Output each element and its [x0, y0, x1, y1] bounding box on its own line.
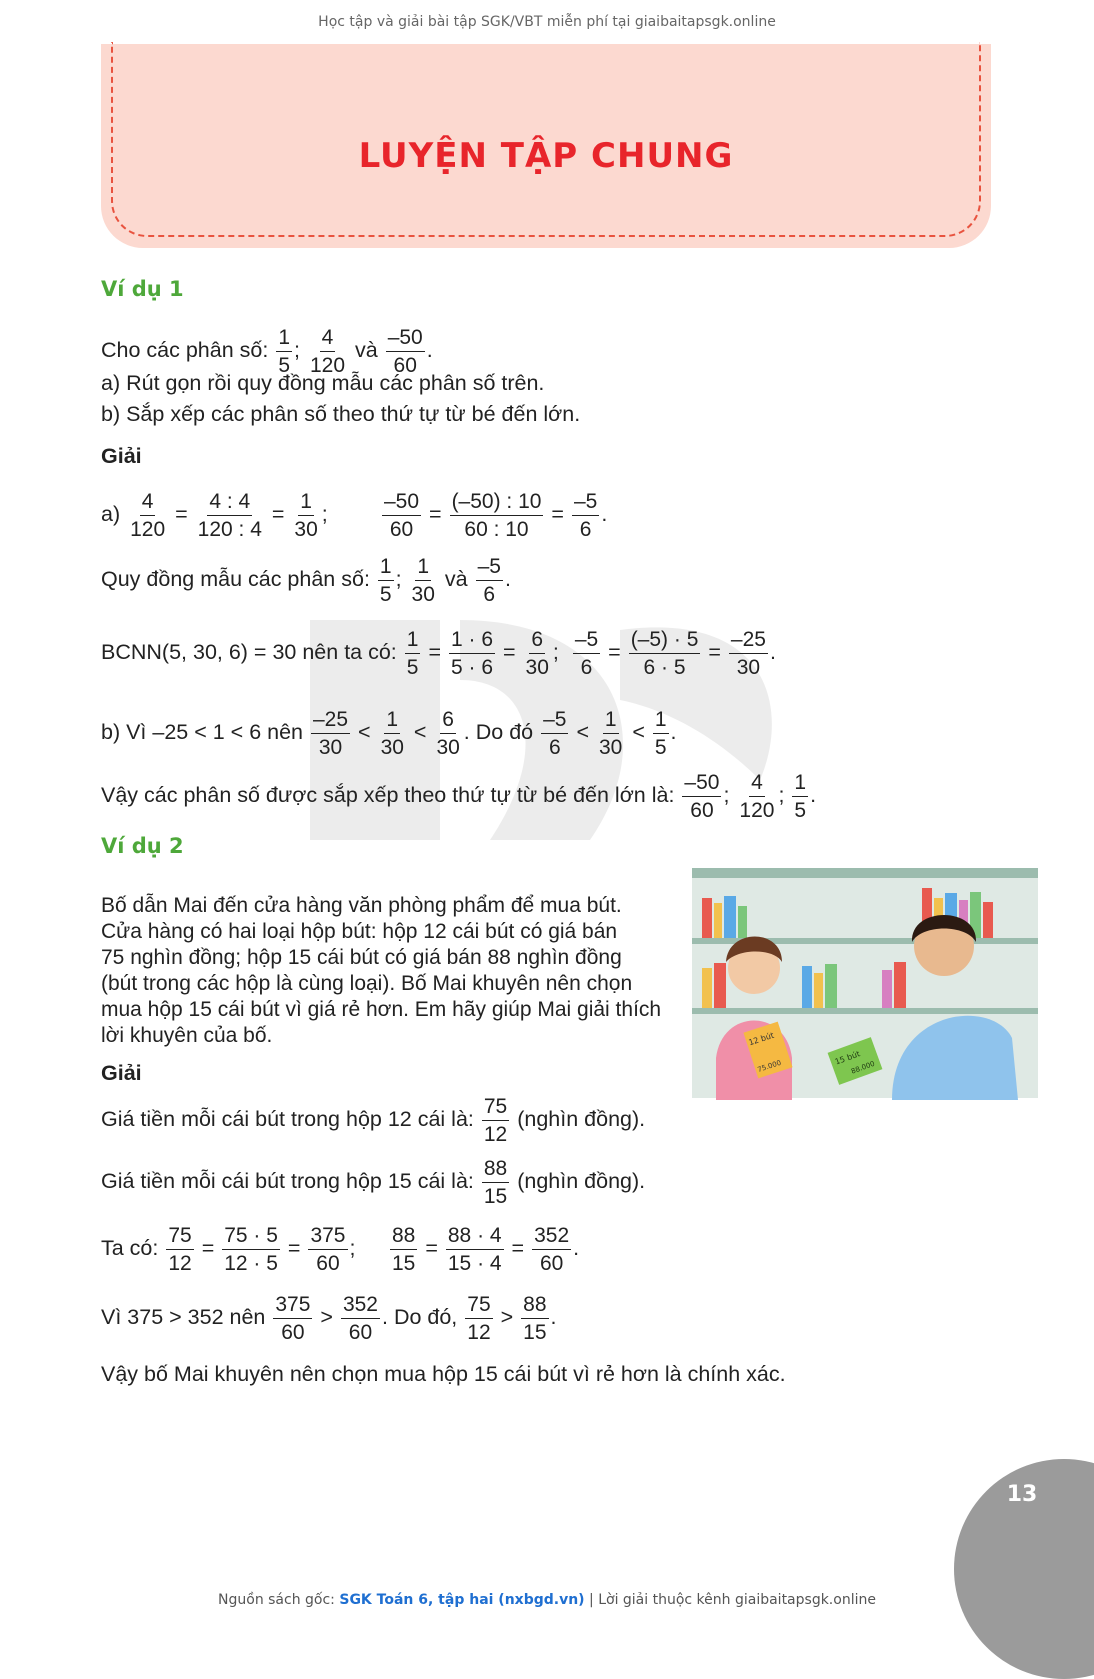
fraction: $\frac{-5}{6}$ — [543, 708, 567, 759]
price-15-text: Giá tiền mỗi cái bút trong hộp 15 cái là: — [101, 1169, 474, 1194]
unit-text: (nghìn đồng). — [517, 1107, 646, 1132]
box-12-label: 12 bút — [747, 1030, 776, 1048]
therefore-text: Do đó — [475, 720, 534, 745]
price-12-text: Giá tiền mỗi cái bút trong hộp 12 cái là: — [101, 1107, 474, 1132]
example1-heading: Ví dụ 1 — [101, 277, 184, 301]
fraction: $\frac{1}{5}$ — [794, 771, 807, 822]
page-header-note: Học tập và giải bài tập SGK/VBT miễn phí tại giaibaitapsgk.online — [318, 14, 776, 30]
example1-conclusion: Vậy các phân số được sắp xếp theo thứ tự từ bé đến lớn là: — [101, 783, 675, 808]
fraction: $\frac{-50}{60}$ — [384, 490, 420, 541]
ta-co-line: Ta có: $\frac{75}{12}$ = $\frac{75 \cdot 5}{12 \cdot 5}$ = $\frac{375}{60}$ ; — [101, 1224, 356, 1275]
therefore-text: Do đó, — [393, 1305, 458, 1330]
fraction: $\frac{1}{5}$ — [654, 708, 667, 759]
fraction: $\frac{6}{30}$ — [525, 628, 549, 679]
fraction: $\frac{75}{12}$ — [483, 1095, 508, 1146]
fraction: $\frac{88}{15}$ — [392, 1224, 416, 1275]
solution-a-line: a) $\frac{4}{120}$ = $\frac{4 : 4}{120 : 4}$ = $\frac{1}{30}$ ; — [101, 490, 328, 541]
fraction: $\frac{1}{30}$ — [411, 555, 435, 606]
box-12-price: 75.000 — [756, 1058, 783, 1074]
box-15-price: 88.000 — [850, 1059, 876, 1076]
part-a-label: a) — [101, 502, 121, 527]
ta-co-text: Ta có: — [101, 1236, 159, 1261]
fraction: $\frac{6}{30}$ — [436, 708, 460, 759]
fraction: $\frac{-50}{60}$ — [387, 326, 423, 377]
fraction: $\frac{75}{12}$ — [168, 1224, 192, 1275]
example2-problem — [101, 893, 666, 1049]
fraction: $\frac{88}{15}$ — [523, 1293, 547, 1344]
fraction: $\frac{4 : 4}{120 : 4}$ — [197, 490, 262, 541]
shop-illustration — [682, 858, 1038, 1100]
fraction: $\frac{75}{12}$ — [467, 1293, 491, 1344]
lcm-text: BCNN(5, 30, 6) = 30 nên ta có: — [101, 640, 397, 665]
price-15-line — [101, 1155, 645, 1210]
fraction: $\frac{-25}{30}$ — [730, 628, 766, 679]
price-12-line — [101, 1093, 645, 1148]
page-footer — [0, 1592, 1094, 1608]
compare-line: Vì 375 > 352 nên $\frac{375}{60}$ > $\frac{352}{60}$ . Do đó, $\frac{75}{12}$ > $\frac{88}{15}$ . — [101, 1293, 557, 1344]
fraction: $\frac{1}{5}$ — [406, 628, 419, 679]
fraction: $\frac{-25}{30}$ — [313, 708, 349, 759]
fraction: $\frac{375}{60}$ — [310, 1224, 346, 1275]
ta-co-line-2: $\frac{88}{15}$ = $\frac{88 \cdot 4}{15 \cdot 4}$ = $\frac{352}{60}$ . — [392, 1224, 580, 1275]
fraction: $\frac{1}{5}$ — [379, 555, 392, 606]
example1-intro: Cho các phân số: — [101, 338, 269, 363]
example1-intro-line: Cho các phân số: $\frac{1}{5}$ ; $\frac{4}{120}$ và $\frac{-50}{60}$ . — [101, 326, 433, 377]
fraction: $\frac{(-50) : 10}{60 : 10}$ — [451, 490, 542, 541]
unit-text: (nghìn đồng). — [517, 1169, 646, 1194]
problem-line: Cửa hàng có hai loại hộp bút: hộp 12 cái bút có giá bán — [101, 920, 618, 943]
fraction: $\frac{4}{120}$ — [130, 490, 166, 541]
solution-b-line: b) Vì –25 < 1 < 6 nên $\frac{-25}{30}$ < $\frac{1}{30}$ < $\frac{6}{30}$ . Do đó $\frac{-5}{6}$ < $\frac{1}{30}$ < $\frac{1}{5}$ . — [101, 708, 677, 759]
box-15-label: 15 bút — [833, 1049, 862, 1067]
solution-a-line-2: $\frac{-50}{60}$ = $\frac{(-50) : 10}{60 : 10}$ = $\frac{-5}{6}$ . — [384, 490, 608, 541]
lesson-title: LUYỆN TẬP CHUNG — [358, 136, 734, 176]
problem-line: Bố dẫn Mai đến cửa hàng văn phòng phẩm để mua bút. — [101, 894, 622, 917]
page-number: 13 — [1006, 1482, 1038, 1507]
common-denominator-line: Quy đồng mẫu các phân số: $\frac{1}{5}$ ; $\frac{1}{30}$ và $\frac{-5}{6}$ . — [101, 555, 511, 606]
fraction: $\frac{375}{60}$ — [275, 1293, 311, 1344]
compare-text: Vì 375 > 352 nên — [101, 1305, 266, 1330]
fraction: $\frac{-5}{6}$ — [573, 490, 598, 541]
lcm-line: BCNN(5, 30, 6) = 30 nên ta có: $\frac{1}{5}$ = $\frac{1 \cdot 6}{5 \cdot 6}$ = $\frac{6}{30}$ ; $\frac{-5}{6}$ = $\frac{(-5) \cdot 5}{6 \cdot 5}$ = $\frac{-25}{30}$ . — [101, 628, 776, 679]
and-word: và — [355, 338, 378, 363]
fraction: $\frac{1}{30}$ — [598, 708, 623, 759]
common-denom-text: Quy đồng mẫu các phân số: — [101, 567, 370, 592]
fraction: $\frac{75 \cdot 5}{12 \cdot 5}$ — [224, 1224, 278, 1275]
fraction: $\frac{1}{5}$ — [278, 326, 291, 377]
solution-label: Giải — [101, 444, 142, 468]
problem-line: mua hộp 15 cái bút vì giá rẻ hơn. Em hãy giúp Mai giải thích — [101, 998, 662, 1021]
problem-line: (bút trong các hộp là cùng loại). Bố Mai khuyên nên chọn — [101, 972, 633, 995]
fraction: $\frac{4}{120}$ — [309, 326, 346, 377]
fraction: $\frac{-50}{60}$ — [684, 771, 720, 822]
fraction: $\frac{352}{60}$ — [534, 1224, 570, 1275]
example1-part-b: b) Sắp xếp các phân số theo thứ tự từ bé đến lớn. — [101, 402, 581, 426]
example1-conclusion-line: Vậy các phân số được sắp xếp theo thứ tự từ bé đến lớn là: $\frac{-50}{60}$ ; $\frac{4}{120}$ ; $\frac{1}{5}$ . — [101, 771, 817, 822]
footer-prefix: Nguồn sách gốc: — [218, 1592, 335, 1608]
title-banner — [101, 44, 991, 248]
fraction: $\frac{-5}{6}$ — [574, 628, 599, 679]
fraction: $\frac{(-5) \cdot 5}{6 \cdot 5}$ — [630, 628, 699, 679]
problem-line: 75 nghìn đồng; hộp 15 cái bút có giá bán 88 nghìn đồng — [101, 946, 622, 969]
example1-part-a: a) Rút gọn rồi quy đồng mẫu các phân số trên. — [101, 371, 545, 395]
footer-source-link[interactable]: SGK Toán 6, tập hai (nxbgd.vn) — [339, 1592, 585, 1608]
fraction: $\frac{88}{15}$ — [483, 1157, 508, 1208]
fraction: $\frac{4}{120}$ — [739, 771, 775, 822]
fraction: $\frac{352}{60}$ — [342, 1293, 378, 1344]
fraction: $\frac{-5}{6}$ — [477, 555, 501, 606]
fraction: $\frac{1 \cdot 6}{5 \cdot 6}$ — [450, 628, 494, 679]
and-word: và — [444, 567, 468, 592]
fraction: $\frac{88 \cdot 4}{15 \cdot 4}$ — [447, 1224, 502, 1275]
example2-conclusion: Vậy bố Mai khuyên nên chọn mua hộp 15 cái bút vì rẻ hơn là chính xác. — [101, 1362, 786, 1386]
problem-line: lời khuyên của bố. — [101, 1024, 273, 1047]
fraction: $\frac{1}{30}$ — [294, 490, 318, 541]
solution2-label: Giải — [101, 1061, 142, 1085]
footer-suffix: | Lời giải thuộc kênh giaibaitapsgk.online — [589, 1592, 876, 1608]
example2-heading: Ví dụ 2 — [101, 834, 184, 858]
part-b-text: b) Vì –25 < 1 < 6 nên — [101, 720, 304, 745]
fraction: $\frac{1}{30}$ — [380, 708, 404, 759]
